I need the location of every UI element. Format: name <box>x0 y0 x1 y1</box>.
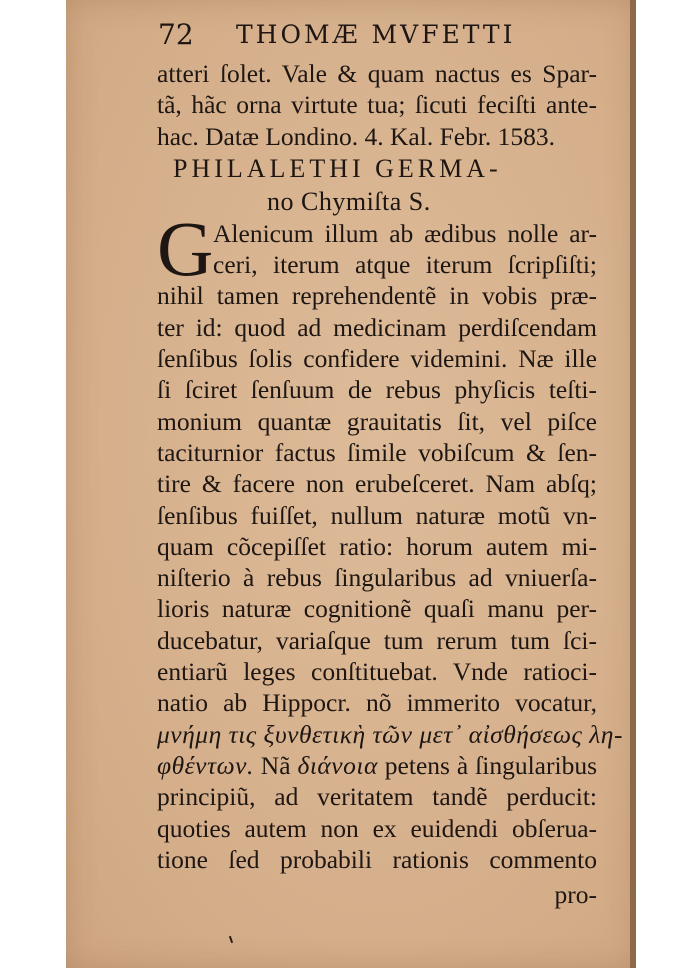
drop-cap-initial: G <box>157 204 214 292</box>
latin-fragment: petens à ſingularibus <box>377 750 597 780</box>
greek-word: διάνοια <box>297 750 378 780</box>
text-line: quoties autem non ex euidendi obſerua- <box>157 813 597 843</box>
text-line: taciturnior factus ſimile vobiſcum & ſen- <box>157 437 597 467</box>
running-head: THOMÆ MVFETTI <box>236 20 516 49</box>
page-header <box>158 16 598 56</box>
text-line: lioris naturæ cognitionẽ quaſi manu per- <box>157 594 597 624</box>
text-line: ducebatur, variaſque tum rerum tum ſci- <box>157 625 597 655</box>
mixed-text-line <box>157 750 597 781</box>
text-line: entiarũ leges conſtituebat. Vnde ratioci- <box>157 657 597 687</box>
dropcap-paragraph <box>157 204 597 292</box>
text-line: ſenſibus fuiſſet, nullum naturæ motũ vn- <box>157 500 597 530</box>
text-line: tã, hãc orna virtute tua; ſicuti feciſti ante- <box>157 90 597 120</box>
text-line: tione ſed probabili rationis commento <box>157 844 597 874</box>
text-line: ceri, iterum atque iterum ſcripſiſti; <box>213 250 597 280</box>
page-edge-shadow <box>630 0 636 968</box>
text-line: hac. Datæ Londino. 4. Kal. Febr. 1583. <box>157 121 556 151</box>
text-line: natio ab Hippocr. nõ immerito vocatur, <box>157 688 597 718</box>
text-line: ſenſibus ſolis confidere videmini. Næ ille <box>157 344 597 374</box>
text-line: ter id: quod ad medicinam perdiſcendam <box>157 312 597 342</box>
text-line: monium quantæ grauitatis ſit, vel piſce <box>157 406 597 436</box>
text-line: nihil tamen reprehendentẽ in vobis præ- <box>157 281 597 311</box>
catchword: pro- <box>554 880 597 910</box>
page-number: 72 <box>158 18 194 51</box>
letter-heading: PHILALETHI GERMA- <box>173 153 502 183</box>
text-line: tire & facere non erubeſceret. Nam abſq; <box>157 469 597 499</box>
text-block <box>157 58 623 910</box>
latin-fragment: Nã <box>253 750 298 780</box>
text-line: ſi ſciret ſenſuum de rebus phyſicis teſti- <box>157 375 597 405</box>
text-line: atteri ſolet. Vale & quam nactus es Spar- <box>157 59 597 88</box>
greek-word: φθέντων. <box>157 750 254 780</box>
letter-heading-salutation: no Chymiſta S. <box>267 186 431 216</box>
greek-text-line: μνήμη τις ξυνθετικὴ τῶν μετ᾽ αἰσθήσεως λη- <box>157 719 623 749</box>
text-line: principiũ, ad veritatem tandẽ perducit: <box>157 782 597 812</box>
text-line: niſterio à rebus ſingularibus ad vniuerſa- <box>157 563 597 593</box>
text-line: quam cõcepiſſet ratio: horum autem mi- <box>157 531 597 561</box>
text-line: Alenicum illum ab ædibus nolle ar- <box>213 218 597 248</box>
